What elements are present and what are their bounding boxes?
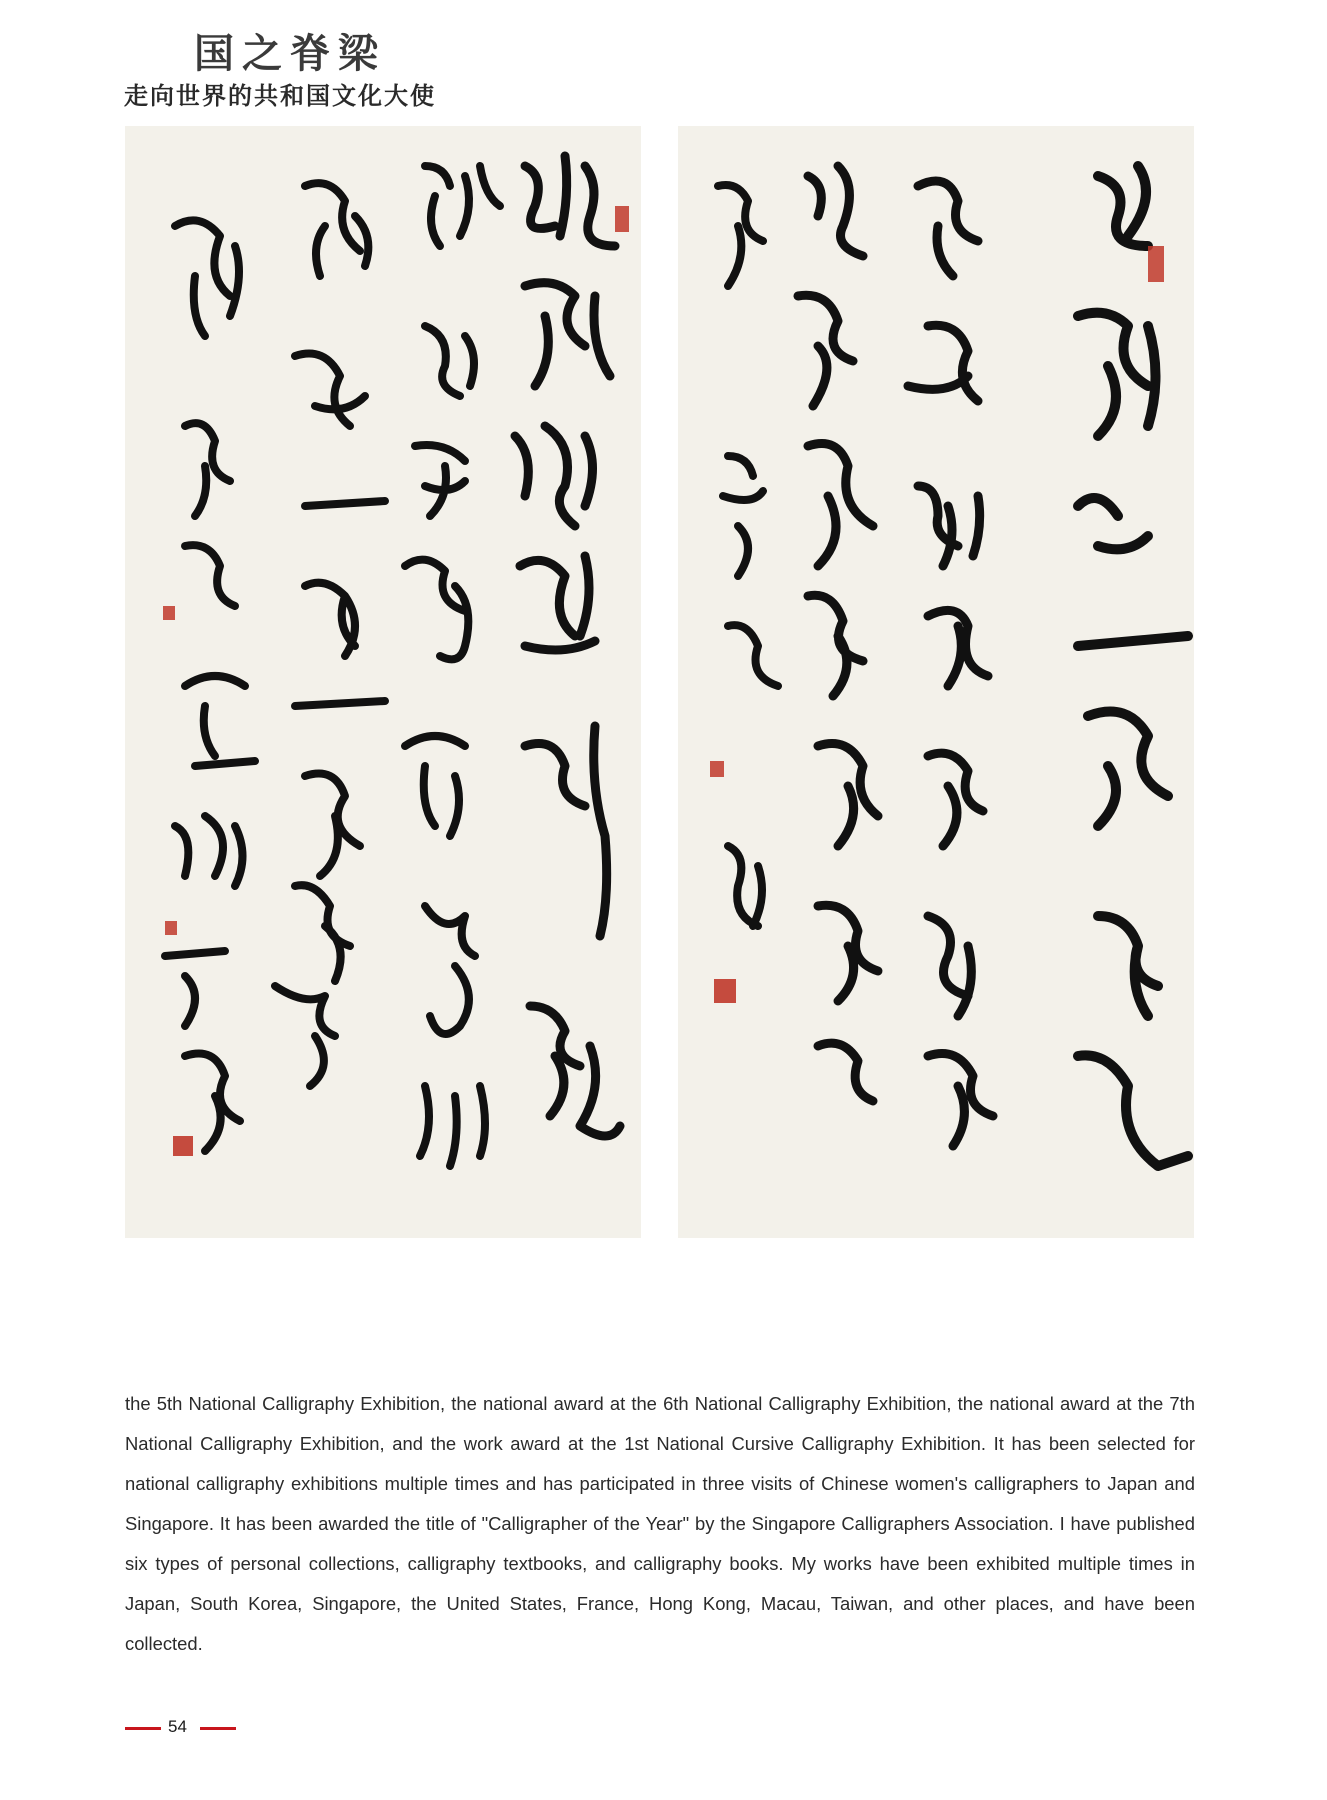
footer-rule-right bbox=[200, 1727, 236, 1730]
page-title: 国之脊梁 bbox=[194, 30, 386, 77]
body-paragraph: the 5th National Calligraphy Exhibition, the national award at the 6th National Calligraphy Exhibition, the national award at the 7th National Calligraphy Exhibition, and the work award at the 1st National Cursive Calligraphy Exhibition. It has been selected for national calligraphy exhibitions multiple times and has participated in three visits of Chinese women's calligraphers to Japan and Singapore. It has been awarded the title of "Calligrapher of the Year" by the Singapore Calligraphers Association. I have published six types of personal collections, calligraphy textbooks, and calligraphy books. My works have been exhibited multiple times in Japan, South Korea, Singapore, the United States, France, Hong Kong, Macau, Taiwan, and other places, and have been collected. bbox=[125, 1393, 1195, 1654]
calligraphy-artwork-right bbox=[678, 126, 1194, 1238]
calligraphy-strokes-right bbox=[678, 126, 1194, 1238]
page-number: 54 bbox=[168, 1717, 187, 1736]
footer-rule-left bbox=[125, 1727, 161, 1730]
page-subtitle: 走向世界的共和国文化大使 bbox=[124, 81, 436, 110]
calligraphy-artwork-left bbox=[125, 126, 641, 1238]
calligraphy-strokes-left bbox=[125, 126, 641, 1238]
